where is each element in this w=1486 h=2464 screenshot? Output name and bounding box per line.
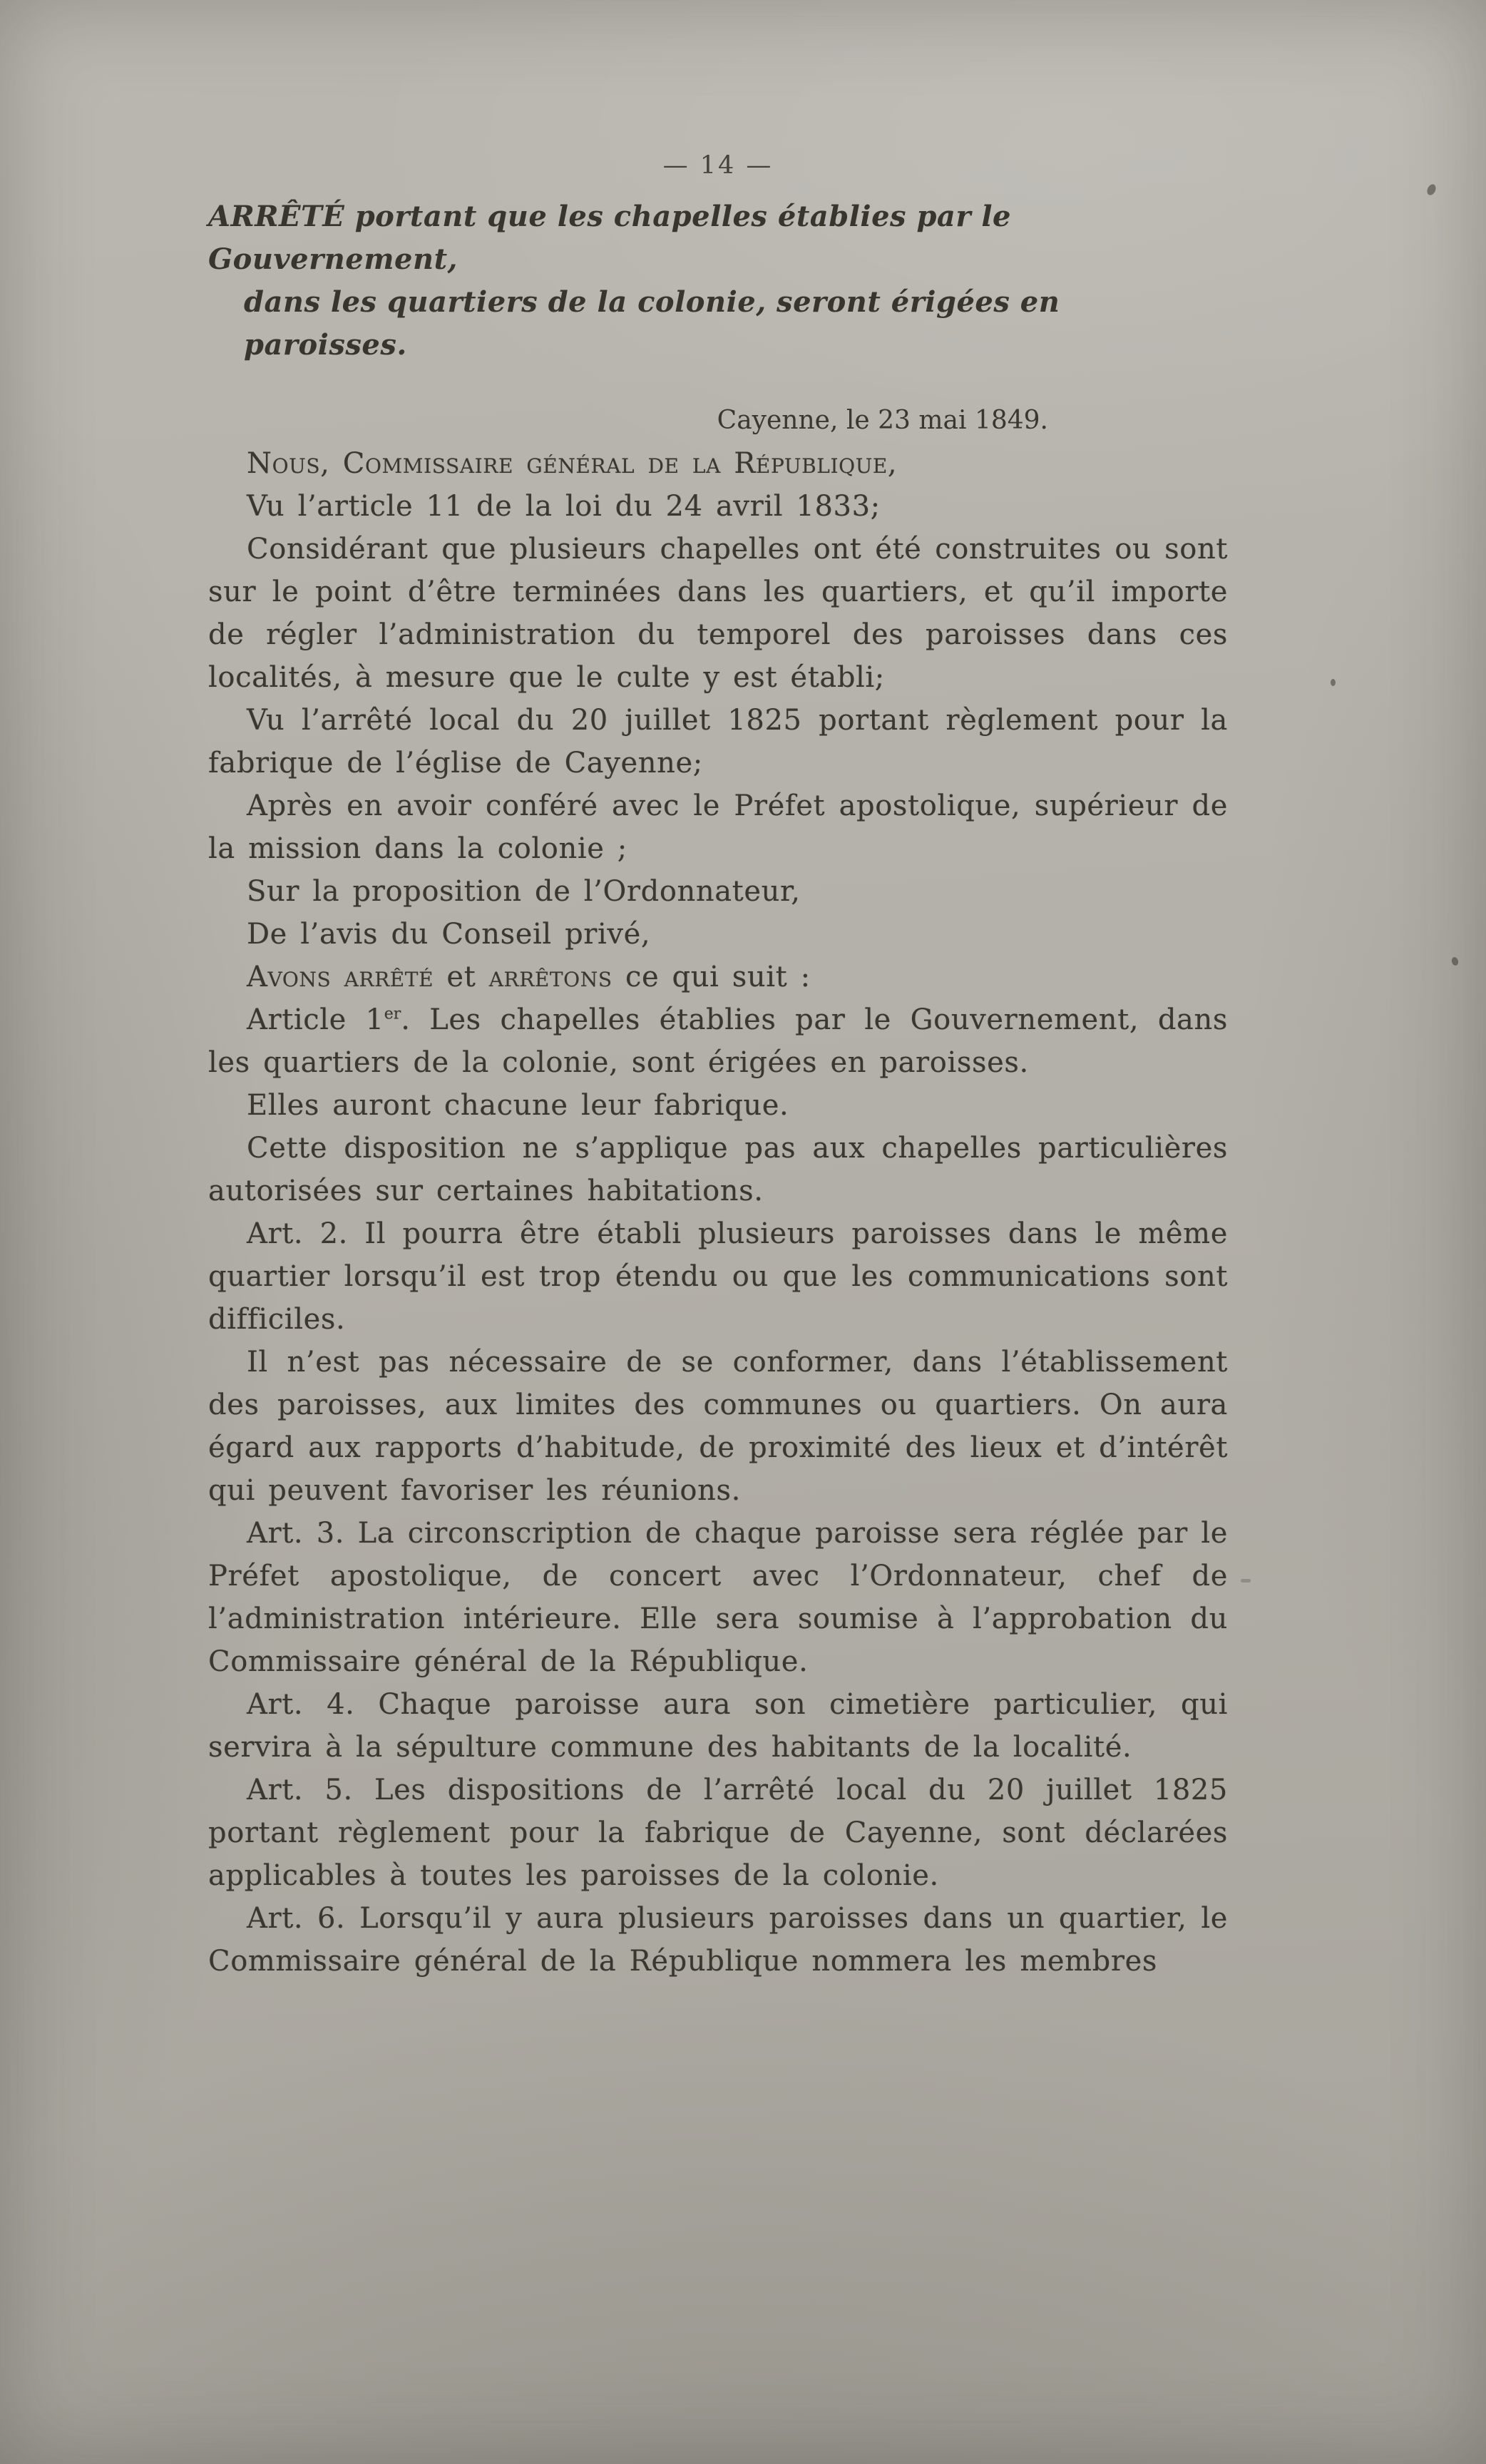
dateline: Cayenne, le 23 mai 1849. [717, 406, 1048, 435]
enacting-smallcaps-2: arrêtons [488, 961, 613, 993]
article-1-paragraph [208, 998, 1228, 1084]
enacting-text-1: et [434, 961, 489, 993]
decree-title [208, 195, 1228, 367]
enacting-formula [208, 956, 1228, 998]
scan-speck [1241, 1579, 1251, 1583]
article-1-rest: . Les chapelles établies par le Gouvernement, dans les quartiers de la colonie, sont érigées en paroisses. [208, 1003, 1228, 1079]
scan-speck [1451, 956, 1460, 966]
recital-paragraph: Sur la proposition de l’Ordonnateur, [247, 875, 801, 908]
decree-body [208, 399, 1228, 1983]
enacting-text-2: ce qui suit : [612, 961, 811, 993]
body-paragraph: Cette disposition ne s’applique pas aux chapelles particulières autorisées sur certaines habitations. [208, 1132, 1228, 1207]
article-6-paragraph: Art. 6. Lorsqu’il y aura plusieurs paroisses dans un quartier, le Commissaire général de la République nommera les membres [208, 1902, 1228, 1978]
scan-speck [1425, 183, 1438, 196]
body-paragraph: Il n’est pas nécessaire de se conformer, dans l’établissement des paroisses, aux limites des communes ou quartiers. On aura égard aux rapports d’habitude, de proximité des lieux et d’intérêt qui peuvent favoriser les réunions. [208, 1346, 1228, 1507]
recital-paragraph: De l’avis du Conseil privé, [247, 918, 651, 951]
enacting-smallcaps-1: Avons arrêté [247, 961, 434, 993]
page-number: — 14 — [662, 151, 774, 180]
article-2-paragraph: Art. 2. Il pourra être établi plusieurs paroisses dans le même quartier lorsqu’il est trop étendu ou que les communications sont difficiles. [208, 1217, 1228, 1336]
article-5-paragraph: Art. 5. Les dispositions de l’arrêté local du 20 juillet 1825 portant règlement pour la fabrique de Cayenne, sont déclarées applicables à toutes les paroisses de la colonie. [208, 1774, 1228, 1892]
article-number-superscript: er [384, 1005, 401, 1023]
text-block [208, 151, 1228, 1983]
recital-paragraph: Vu l’article 11 de la loi du 24 avril 1833; [247, 490, 881, 523]
recital-paragraph: Considérant que plusieurs chapelles ont été construites ou sont sur le point d’être terminées dans les quartiers, et qu’il importe de régler l’administration du temporel des paroisses dans ces localités, à mesure que le culte y est établi; [208, 533, 1228, 694]
body-paragraph: Elles auront chacune leur fabrique. [247, 1089, 789, 1122]
article-4-paragraph: Art. 4. Chaque paroisse aura son cimetière particulier, qui servira à la sépulture commune des habitants de la localité. [208, 1688, 1228, 1764]
recital-paragraph: Après en avoir conféré avec le Préfet apostolique, supérieur de la mission dans la colonie ; [208, 789, 1228, 865]
recital-paragraph: Vu l’arrêté local du 20 juillet 1825 portant règlement pour la fabrique de l’église de Cayenne; [208, 704, 1228, 779]
salutation: Nous, Commissaire général de la République, [247, 447, 898, 480]
article-3-paragraph: Art. 3. La circonscription de chaque paroisse sera réglée par le Préfet apostolique, de concert avec l’Ordonnateur, chef de l’administration intérieure. Elle sera soumise à l’approbation du Commissaire général de la République. [208, 1517, 1228, 1678]
decree-title-line2: dans les quartiers de la colonie, seront érigées en paroisses. [244, 285, 1060, 362]
article-1-lead: Article 1 [247, 1003, 384, 1036]
decree-title-line1: ARRÊTÉ portant que les chapelles établies par le Gouvernement, [208, 200, 1011, 276]
scan-speck [1331, 679, 1336, 686]
